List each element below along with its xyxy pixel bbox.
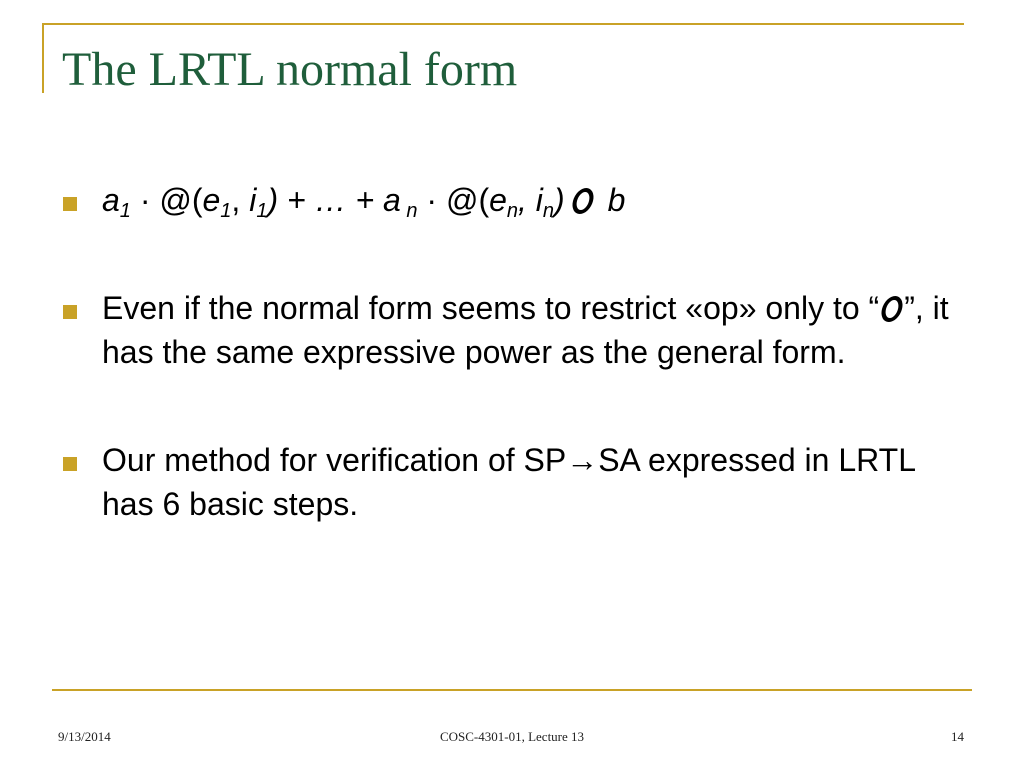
bullet-text-before-operator: Even if the normal form seems to restrict «op» only to “ (102, 290, 880, 326)
left-border-line (42, 23, 44, 93)
footer-date: 9/13/2014 (58, 729, 111, 744)
bullet-text-after-operator: ”, it has the same expressive power as the general form. (102, 290, 949, 370)
right-arrow-icon: → (566, 442, 599, 478)
footer-divider (52, 689, 972, 691)
ring-operator-icon (879, 296, 905, 322)
ring-operator-icon (569, 188, 595, 214)
normal-form-formula: $a_1$ · $@(e_1$, $i_1$) + … + a $_n \cdot @(e_n$, $i_n$) b (102, 182, 626, 222)
bullet-text-after-arrow: SA expressed in LRTL has 6 basic steps. (102, 442, 915, 522)
slide-title: The LRTL normal form (62, 43, 518, 96)
square-bullet-icon (63, 197, 77, 211)
bullet-item-expressive-power (62, 286, 972, 374)
bullet-item-verification-method (62, 438, 972, 526)
bullet-item-formula (62, 178, 972, 222)
top-border-line (42, 23, 964, 25)
bullet-list (62, 178, 972, 526)
square-bullet-icon (63, 457, 77, 471)
footer-page-number: 14 (951, 729, 964, 744)
square-bullet-icon (63, 305, 77, 319)
bullet-text-before-arrow: Our method for verification of SP (102, 442, 567, 478)
footer-course-title: COSC-4301-01, Lecture 13 (439, 729, 585, 744)
